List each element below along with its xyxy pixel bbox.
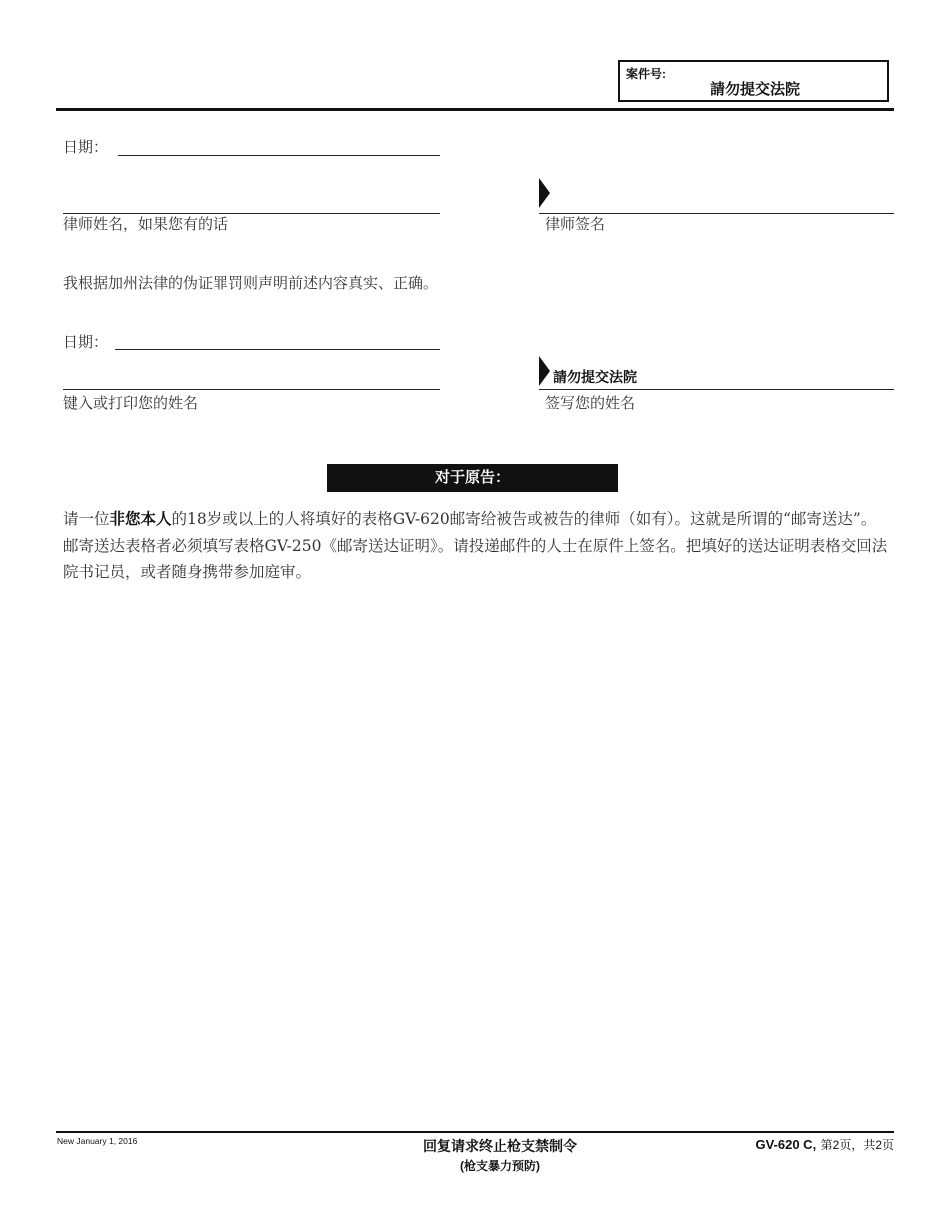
- signature-value: 請勿提交法院: [553, 369, 637, 385]
- revision-date: New January 1, 2016: [57, 1136, 138, 1146]
- case-number-label: 案件号:: [626, 67, 666, 81]
- attorney-signature-label: 律师签名: [545, 215, 606, 233]
- page-info: 第2页，共2页: [820, 1138, 894, 1152]
- instructions-text-rest: 的18岁或以上的人将填好的表格GV-620邮寄给被告或被告的律师（如有）。这就是所谓的“邮寄送达”。邮寄送达表格者必须填写表格GV-250《邮寄送达证明》。请投递邮件的人士在原件上签名。把填好的送达证明表格交回法院书记员，或者随身携带参加庭审。: [63, 510, 888, 581]
- instructions-emphasis: 非您本人: [109, 511, 172, 528]
- attorney-date-label: 日期：: [63, 138, 109, 156]
- plaintiff-banner: 对于原告：: [327, 464, 618, 492]
- form-subtitle: (枪支暴力预防): [460, 1159, 540, 1173]
- signature-arrow-icon: [539, 178, 550, 208]
- perjury-declaration: 我根据加州法律的伪证罪罚则声明前述内容真实、正确。: [63, 274, 439, 292]
- form-page-footer: [700, 1136, 894, 1154]
- sign-name-label: 签写您的姓名: [545, 394, 636, 412]
- signer-date-field[interactable]: [115, 349, 440, 350]
- form-title: 回复请求终止枪支禁制令: [423, 1138, 577, 1154]
- attorney-name-label: 律师姓名，如果您有的话: [63, 215, 229, 233]
- footer-divider: [56, 1131, 894, 1133]
- case-number-box: [618, 60, 889, 102]
- print-name-field[interactable]: [63, 389, 440, 390]
- signer-date-label: 日期：: [63, 333, 109, 351]
- instructions-text-start: 请一位: [63, 510, 110, 528]
- service-instructions: [63, 506, 888, 585]
- case-number-value: 請勿提交法院: [710, 81, 801, 98]
- sign-name-field[interactable]: [539, 389, 894, 390]
- attorney-date-field[interactable]: [118, 155, 440, 156]
- signature-arrow-icon: [539, 356, 550, 386]
- print-name-label: 键入或打印您的姓名: [63, 394, 199, 412]
- header-divider: [56, 108, 894, 111]
- form-number: GV-620 C,: [755, 1137, 817, 1152]
